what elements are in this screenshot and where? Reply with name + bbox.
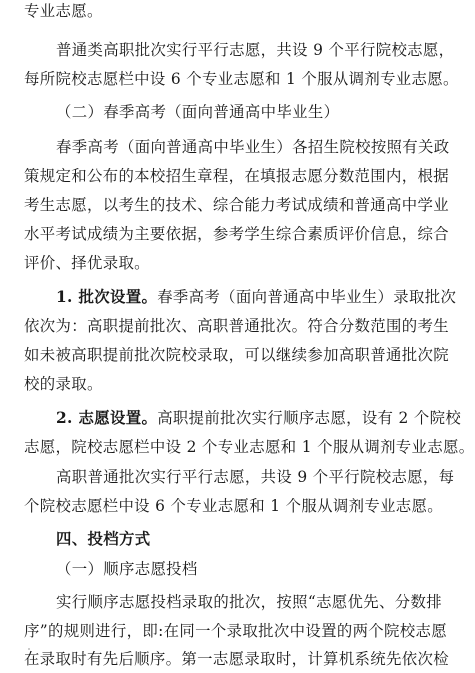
text-line <box>0 525 475 553</box>
text-line <box>0 283 475 311</box>
line-text: 春季高考（面向普通高中毕业生）录取批次 <box>157 288 457 306</box>
text-line <box>0 492 475 520</box>
text-line <box>0 191 475 219</box>
text-line <box>0 0 475 25</box>
line-text: 春季高考（面向普通高中毕业生）各招生院校按照有关政 <box>56 138 450 156</box>
line-text: 水平考试成绩为主要依据，参考学生综合素质评价信息，综合 <box>24 225 449 243</box>
line-text: 高职提前批次实行顺序志愿，设有 2 个院校 <box>157 409 462 427</box>
line-text: （一）顺序志愿投档 <box>56 560 198 578</box>
text-line <box>0 220 475 248</box>
inline-heading: 1. 批次设置。 <box>56 288 158 306</box>
text-line <box>0 341 475 369</box>
page-mark <box>28 648 30 650</box>
text-line <box>0 617 475 645</box>
text-line <box>0 133 475 161</box>
text-line <box>0 36 475 64</box>
line-text: 个院校志愿栏中设 6 个专业志愿和 1 个服从调剂专业志愿。 <box>24 497 444 515</box>
line-text: 专业志愿。 <box>24 2 103 20</box>
line-text: 如未被高职提前批次院校录取，可以继续参加高职普通批次院 <box>24 346 449 364</box>
text-line <box>0 162 475 190</box>
line-text: 校的录取。 <box>24 375 103 393</box>
line-text: 在录取时有先后顺序。第一志愿录取时，计算机系统先依次检 <box>24 650 449 668</box>
inline-heading: 2. 志愿设置。 <box>56 409 158 427</box>
line-text: 评价、择优录取。 <box>24 254 150 272</box>
line-text: 高职普通批次实行平行志愿，共设 9 个平行院校志愿，每 <box>56 468 455 486</box>
line-text: 实行顺序志愿投档录取的批次，按照“志愿优先、分数排 <box>56 593 442 611</box>
line-text: 策规定和公布的本校招生章程，在填报志愿分数范围内，根据 <box>24 167 449 185</box>
line-text: 每所院校志愿栏中设 6 个专业志愿和 1 个服从调剂专业志愿。 <box>24 70 459 88</box>
text-line <box>0 433 475 461</box>
line-text: （二）春季高考（面向普通高中毕业生） <box>56 103 340 121</box>
line-text: 普通类高职批次实行平行志愿，共设 9 个平行院校志愿， <box>56 41 455 59</box>
text-line <box>0 645 475 673</box>
line-text: 考生志愿，以考生的技术、综合能力考试成绩和普通高中学业 <box>24 196 449 214</box>
text-line <box>0 370 475 398</box>
text-line <box>0 404 475 432</box>
line-text: 志愿，院校志愿栏中设 2 个专业志愿和 1 个服从调剂专业志愿。 <box>24 438 475 456</box>
text-line <box>0 463 475 491</box>
text-line <box>0 249 475 277</box>
text-line <box>0 312 475 340</box>
line-text: 序”的规则进行，即:在同一个录取批次中设置的两个院校志愿 <box>24 622 448 640</box>
line-text: 四、投档方式 <box>56 530 151 548</box>
text-line <box>0 588 475 616</box>
text-line <box>0 65 475 93</box>
line-text: 依次为：高职提前批次、高职普通批次。符合分数范围的考生 <box>24 317 449 335</box>
text-line <box>0 98 475 126</box>
text-line <box>0 555 475 583</box>
